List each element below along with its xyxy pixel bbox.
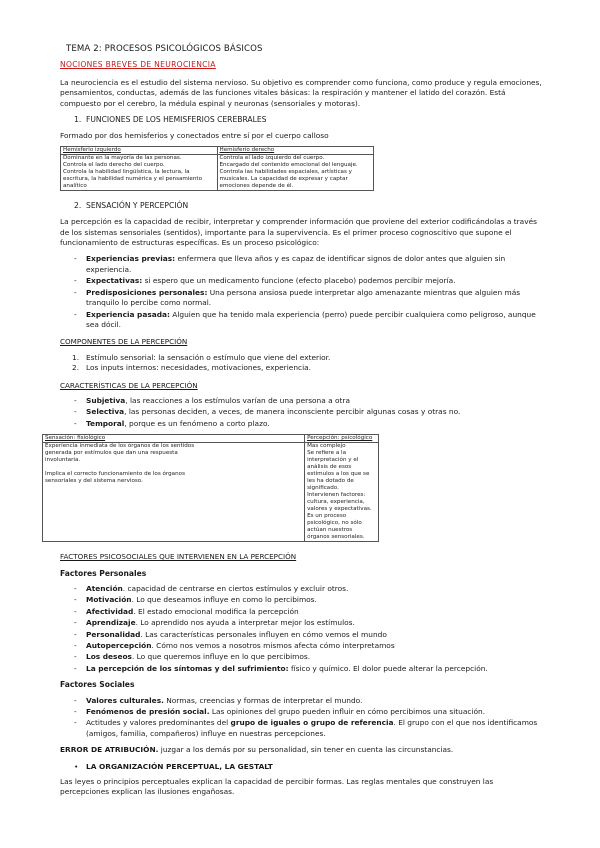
heading-text: SENSACIÓN Y PERCEPCIÓN	[86, 200, 189, 210]
list-item	[60, 595, 542, 605]
item-term: Expectativas:	[86, 276, 143, 286]
error-term: ERROR DE ATRIBUCIÓN.	[60, 745, 159, 755]
item-text: . Lo aprendido nos ayuda a interpretar mejor los estímulos.	[135, 618, 355, 628]
list-item	[60, 707, 542, 717]
item-term: Afectividad	[86, 606, 134, 616]
hemispheres-table	[60, 146, 374, 191]
cell-line: Experiencia inmediata de los órganos de los sentidos generada por estímulos que dan una respuesta involuntaria.	[45, 443, 195, 464]
heading-hemisferios	[74, 115, 542, 125]
item-term: Fenómenos de presión social.	[86, 707, 210, 717]
item-text: Normas, creencias y formas de interpretar el mundo.	[163, 695, 363, 705]
heading-text: LA ORGANIZACIÓN PERCEPTUAL, LA GESTALT	[86, 761, 273, 771]
error-text: juzgar a los demás por su personalidad, sin tener en cuenta las circunstancias.	[158, 745, 454, 755]
item-text: si espero que un medicamento funcione (efecto placebo) podemos percibir mejoría.	[142, 276, 456, 286]
item-text: Los inputs internos: necesidades, motivaciones, experiencia.	[86, 363, 311, 373]
heading-text: FUNCIONES DE LOS HEMISFERIOS CEREBRALES	[86, 115, 267, 125]
list-item	[60, 630, 542, 640]
item-term: Atención	[86, 583, 123, 593]
item-term: Selectiva	[86, 407, 125, 417]
table-header-left: Hemisferio izquierdo	[61, 146, 218, 154]
section-heading-neurociencia: NOCIONES BREVES DE NEUROCIENCIA	[60, 60, 216, 70]
personales-list	[60, 584, 542, 674]
cell-line: Encargado del contenido emocional del lenguaje.	[219, 161, 358, 168]
table-header-right: Percepción: psicológico	[305, 435, 379, 443]
factores-heading: FACTORES PSICOSOCIALES QUE INTERVIENEN EN LA PERCEPCIÓN	[60, 552, 297, 562]
list-item	[60, 276, 542, 286]
list-item	[60, 407, 542, 417]
item-term: La percepción de los síntomas y del sufrimiento:	[86, 663, 289, 673]
percepcion-paragraph: La percepción es la capacidad de recibir, interpretar y comprender información que proviene del exterior codificándolas a través de los sistemas sensoriales (sentidos), importante para la supervivencia. Es el primer proceso cognoscitivo que supone el funcionamiento de estructuras específicas. Es un proceso psicológico:	[60, 217, 537, 248]
list-item	[60, 353, 542, 363]
document-page	[45, 44, 542, 798]
item-term: Autopercepción	[86, 641, 152, 650]
intro-paragraph: La neurociencia es el estudio del sistema nervioso. Su objetivo es comprender como funciona, como produce y regula emociones, pensamientos, conductas, además de las funciones vitales básicas: la respiración y mantener el latido del corazón. Está compuesto por el cerebro, la médula espinal y neuronas (sensoriales y motoras).	[60, 77, 542, 108]
sociales-heading: Factores Sociales	[60, 680, 135, 690]
caracteristicas-list	[60, 396, 542, 429]
item-term: Experiencia pasada:	[86, 309, 170, 319]
item-term: grupo de iguales o grupo de referencia	[230, 718, 394, 728]
item-text: Alguien que ha tenido mala experiencia (perro) puede percibir cualquiera como peligroso, aunque sea dócil.	[86, 309, 536, 329]
item-text: Las opiniones del grupo pueden influir en cómo percibimos una situación.	[209, 707, 486, 717]
gestalt-heading	[60, 762, 542, 772]
item-number: 2.	[72, 363, 80, 373]
heading-number: 2.	[74, 200, 82, 210]
item-number: 1.	[72, 352, 80, 362]
list-item	[60, 363, 542, 373]
table-cell-right	[217, 154, 374, 190]
item-text: físico y químico. El dolor puede alterar la percepción.	[288, 663, 488, 673]
item-term: Aprendizaje	[86, 618, 136, 628]
item-text: . Cómo nos vemos a nosotros mismos afecta cómo interpretamos	[151, 641, 395, 650]
table-cell-left	[61, 154, 218, 190]
list-item	[60, 664, 542, 674]
componentes-list	[60, 353, 542, 374]
item-text: Estímulo sensorial: la sensación o estímulo que viene del exterior.	[86, 352, 331, 362]
cell-line: Controla las habilidades espaciales, artísticas y musicales. La capacidad de expresar y captar emociones depende de él.	[219, 168, 352, 189]
cell-line: Controla el lado derecho del cuerpo.	[63, 161, 165, 168]
cell-line: Es un proceso psicológico, no sólo actúan nuestros órganos sensoriales.	[307, 513, 365, 541]
item-text: . capacidad de centrarse en ciertos estímulos y excluir otros.	[122, 583, 349, 593]
item-text: . Lo que queremos influye en lo que percibimos.	[131, 652, 311, 662]
item-text: Actitudes y valores predominantes del	[86, 718, 231, 728]
process-list	[60, 254, 542, 330]
cell-line: Controla la habilidad lingüística, la lectura, la escritura, la habilidad numérica y el pensamiento analítico	[63, 168, 203, 189]
hemisferios-text: Formado por dos hemisferios y conectados entre sí por el cuerpo calloso	[60, 131, 329, 141]
item-term: Motivación	[86, 595, 132, 605]
item-term: Personalidad	[86, 629, 141, 639]
list-item	[60, 584, 542, 594]
item-text: , porque es un fenómeno a corto plazo.	[124, 418, 270, 428]
item-term: Valores culturales.	[86, 695, 164, 705]
sociales-list	[60, 696, 542, 740]
item-text: . El estado emocional modifica la percepción	[133, 606, 299, 616]
item-text: . Las características personales influyen en cómo vemos el mundo	[140, 629, 387, 639]
cell-line: Se refiere a la interpretación y el análisis de esos estímulos a los que se les ha dotado de significado.	[307, 450, 370, 492]
item-text: , las personas deciden, a veces, de manera inconsciente percibir algunas cosas y otras no.	[124, 407, 461, 417]
list-item	[60, 419, 542, 429]
item-text: Una persona ansiosa puede interpretar algo amenazante mientras que alguien más tranquilo lo percibe como normal.	[86, 287, 521, 308]
list-item	[60, 254, 542, 275]
item-text: enfermera que lleva años y es capaz de identificar signos de dolor antes que alguien sin experiencia.	[86, 254, 506, 274]
item-text: , las reacciones a los estímulos varían de una persona a otra	[125, 395, 350, 405]
componentes-heading: COMPONENTES DE LA PERCEPCIÓN	[60, 337, 188, 347]
list-item	[60, 696, 542, 706]
item-text: . Lo que deseamos influye en como lo percibimos.	[131, 595, 317, 605]
list-item	[60, 641, 542, 651]
cell-line: Intervienen factores: cultura, experiencia, valores y expectativas.	[307, 492, 372, 513]
list-item	[60, 718, 542, 739]
item-term: Experiencias previas:	[86, 254, 176, 264]
cell-line: Dominante en la mayoría de las personas.	[63, 154, 182, 161]
cell-line: Controla el lado izquierdo del cuerpo.	[219, 154, 325, 161]
list-item	[60, 288, 542, 309]
document-title: TEMA 2: PROCESOS PSICOLÓGICOS BÁSICOS	[66, 44, 263, 54]
table-header-right: Hemisferio derecho	[217, 146, 374, 154]
gestalt-paragraph: Las leyes o principios perceptuales explican la capacidad de percibir formas. Las reglas mentales que construyen las percepciones explican las ilusiones engañosas.	[60, 777, 494, 797]
list-item	[60, 396, 542, 406]
bullet-icon: •	[74, 761, 79, 771]
table-cell-left	[43, 443, 305, 542]
item-term: Los deseos	[86, 652, 132, 662]
table-cell-right	[305, 443, 379, 542]
table-header-left: Sensación: fisiológico	[43, 435, 305, 443]
item-term: Predisposiciones personales:	[86, 287, 208, 297]
cell-line: Implica el correcto funcionamiento de los órganos sensoriales y del sistema nervioso.	[45, 471, 185, 485]
list-item	[60, 652, 542, 662]
heading-sensacion	[74, 201, 542, 211]
sensacion-percepcion-table	[42, 434, 379, 542]
list-item	[60, 618, 542, 628]
cell-line: Mas complejo	[307, 443, 346, 450]
error-atribucion	[60, 745, 542, 755]
item-term: Temporal	[86, 418, 125, 428]
caracteristicas-heading: CARACTERÍSTICAS DE LA PERCEPCIÓN	[60, 380, 198, 390]
list-item	[60, 607, 542, 617]
item-text: . El grupo con el que nos identificamos (amigos, familia, compañeros) influye en nuestras percepciones.	[86, 718, 538, 738]
list-item	[60, 310, 542, 331]
item-term: Subjetiva	[86, 395, 126, 405]
personales-heading: Factores Personales	[60, 568, 147, 578]
heading-number: 1.	[74, 115, 82, 125]
